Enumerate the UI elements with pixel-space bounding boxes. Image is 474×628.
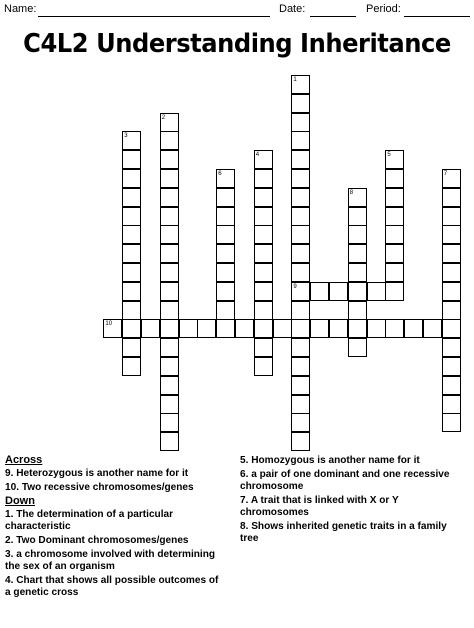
clue-number-3: 3 <box>124 133 128 140</box>
crossword-cell[interactable] <box>291 357 310 376</box>
crossword-cell[interactable] <box>216 319 235 338</box>
crossword-cell[interactable] <box>442 282 461 301</box>
crossword-cell[interactable] <box>160 207 179 226</box>
clue-number-5: 5 <box>387 152 391 159</box>
crossword-cell[interactable] <box>160 225 179 244</box>
crossword-cell[interactable] <box>442 263 461 282</box>
crossword-cell[interactable] <box>291 244 310 263</box>
crossword-cell[interactable] <box>122 319 141 338</box>
crossword-cell[interactable] <box>160 282 179 301</box>
crossword-cell[interactable] <box>291 169 310 188</box>
crossword-cell[interactable] <box>348 301 367 320</box>
crossword-cell[interactable] <box>442 395 461 414</box>
crossword-cell[interactable] <box>160 244 179 263</box>
crossword-cell[interactable] <box>329 319 348 338</box>
clue-number-1: 1 <box>293 77 297 83</box>
crossword-cell[interactable] <box>385 169 404 188</box>
across-clue-10: 10. Two recessive chromosomes/genes <box>5 481 194 493</box>
crossword-cell[interactable] <box>291 113 310 132</box>
crossword-cell[interactable] <box>122 244 141 263</box>
period-label: Period: <box>366 3 401 15</box>
crossword-cell[interactable] <box>348 338 367 357</box>
crossword-cell[interactable] <box>254 207 273 226</box>
crossword-cell[interactable] <box>348 282 367 301</box>
crossword-cell[interactable] <box>216 301 235 320</box>
crossword-cell[interactable] <box>160 432 179 451</box>
clue-number-9: 9 <box>293 283 297 290</box>
name-label: Name: <box>4 3 37 15</box>
crossword-cell[interactable] <box>442 301 461 320</box>
clue-number-7: 7 <box>443 171 448 177</box>
page-title: C4L2 Understanding Inheritance <box>23 29 451 59</box>
crossword-cell[interactable] <box>348 225 367 244</box>
crossword-cell[interactable] <box>385 244 404 263</box>
crossword-cell[interactable] <box>216 263 235 282</box>
down-clue-2: 2. Two Dominant chromosomes/genes <box>5 534 189 546</box>
crossword-cell[interactable] <box>348 319 367 338</box>
crossword-cell[interactable] <box>122 150 141 169</box>
crossword-cell[interactable] <box>179 319 198 338</box>
crossword-cell[interactable] <box>254 282 273 301</box>
crossword-cell[interactable] <box>254 263 273 282</box>
clue-number-6: 6 <box>218 171 222 177</box>
crossword-cell[interactable] <box>291 395 310 414</box>
crossword-cell[interactable] <box>442 207 461 226</box>
crossword-cell[interactable] <box>348 207 367 226</box>
crossword-cell[interactable] <box>141 319 160 338</box>
crossword-cell[interactable] <box>122 225 141 244</box>
crossword-cell[interactable] <box>291 131 310 150</box>
crossword-cell[interactable] <box>160 301 179 320</box>
crossword-cell[interactable] <box>442 188 461 207</box>
crossword-cell[interactable] <box>216 225 235 244</box>
crossword-cell[interactable] <box>216 244 235 263</box>
clues-left-column <box>5 454 235 600</box>
down-clue-5: 5. Homozygous is another name for it <box>240 454 420 466</box>
down-clue-1: 1. The determination of a particular characteristic <box>5 508 174 532</box>
down-clue-3: 3. a chromosome involved with determining the sex of an organism <box>5 548 216 572</box>
crossword-cell[interactable] <box>442 319 461 338</box>
across-heading: Across <box>5 454 43 466</box>
crossword-cell[interactable] <box>385 188 404 207</box>
crossword-cell[interactable] <box>442 376 461 395</box>
crossword-cell[interactable] <box>160 395 179 414</box>
crossword-cell[interactable] <box>160 169 179 188</box>
across-clue-9: 9. Heterozygous is another name for it <box>5 467 189 479</box>
down-clue-6: 6. a pair of one dominant and one recessive chromosome <box>240 468 450 492</box>
crossword-cell[interactable] <box>122 357 141 376</box>
crossword-cell[interactable] <box>442 413 461 432</box>
crossword-cell[interactable] <box>367 319 386 338</box>
crossword-cell[interactable] <box>291 225 310 244</box>
crossword-cell[interactable] <box>385 263 404 282</box>
crossword-cell[interactable] <box>254 357 273 376</box>
crossword-cell[interactable] <box>367 282 386 301</box>
down-clue-4: 4. Chart that shows all possible outcomes of a genetic cross <box>5 574 219 598</box>
crossword-cell[interactable] <box>348 244 367 263</box>
crossword-cell[interactable] <box>254 225 273 244</box>
crossword-cell[interactable] <box>291 150 310 169</box>
crossword-cell[interactable] <box>216 207 235 226</box>
crossword-cell[interactable] <box>160 338 179 357</box>
crossword-cell[interactable] <box>291 319 310 338</box>
crossword-cell[interactable] <box>160 131 179 150</box>
crossword-cell[interactable] <box>385 207 404 226</box>
crossword-cell[interactable] <box>291 263 310 282</box>
crossword-cell[interactable] <box>254 169 273 188</box>
crossword-cell[interactable] <box>273 319 292 338</box>
crossword-cell[interactable] <box>122 263 141 282</box>
clue-number-4: 4 <box>255 152 260 159</box>
crossword-cell[interactable] <box>404 319 423 338</box>
crossword-cell[interactable] <box>122 207 141 226</box>
crossword-cell[interactable] <box>160 188 179 207</box>
crossword-cell[interactable] <box>291 188 310 207</box>
crossword-cell[interactable] <box>122 188 141 207</box>
crossword-cell[interactable] <box>216 188 235 207</box>
crossword-cell[interactable] <box>216 282 235 301</box>
crossword-cell[interactable] <box>254 319 273 338</box>
crossword-cell[interactable] <box>310 319 329 338</box>
crossword-cell[interactable] <box>160 413 179 432</box>
clues-right-column <box>240 454 470 546</box>
crossword-cell[interactable] <box>291 413 310 432</box>
crossword-cell[interactable] <box>291 432 310 451</box>
crossword-cell[interactable] <box>160 150 179 169</box>
crossword-cell[interactable] <box>254 338 273 357</box>
clue-number-8: 8 <box>349 189 354 196</box>
crossword-cell[interactable] <box>442 338 461 357</box>
crossword-cell[interactable] <box>291 376 310 395</box>
clue-number-2: 2 <box>161 114 166 121</box>
crossword-cell[interactable] <box>160 376 179 395</box>
crossword-cell[interactable] <box>385 319 404 338</box>
crossword-cell[interactable] <box>423 319 442 338</box>
crossword-cell[interactable] <box>122 338 141 357</box>
down-clue-8: 8. Shows inherited genetic traits in a family tree <box>240 520 447 544</box>
crossword-cell[interactable] <box>442 357 461 376</box>
crossword-cell[interactable] <box>291 301 310 320</box>
crossword-cell[interactable] <box>122 301 141 320</box>
crossword-cell[interactable] <box>442 244 461 263</box>
crossword-cell[interactable] <box>254 188 273 207</box>
crossword-cell[interactable] <box>442 225 461 244</box>
crossword-cell[interactable] <box>291 207 310 226</box>
crossword-cell[interactable] <box>329 282 348 301</box>
crossword-cell[interactable] <box>254 301 273 320</box>
crossword-cell[interactable] <box>385 282 404 301</box>
clue-number-10: 10 <box>105 321 113 328</box>
crossword-cell[interactable] <box>291 338 310 357</box>
crossword-cell[interactable] <box>197 319 216 338</box>
crossword-cell[interactable] <box>122 169 141 188</box>
date-label: Date: <box>279 3 306 15</box>
crossword-cell[interactable] <box>385 225 404 244</box>
crossword-cell[interactable] <box>122 282 141 301</box>
crossword-cell[interactable] <box>160 319 179 338</box>
crossword-cell[interactable] <box>160 263 179 282</box>
crossword-cell[interactable] <box>160 357 179 376</box>
crossword-cell[interactable] <box>291 94 310 113</box>
down-clue-7: 7. A trait that is linked with X or Y chromosomes <box>240 494 399 518</box>
crossword-cell[interactable] <box>254 244 273 263</box>
crossword-cell[interactable] <box>348 263 367 282</box>
down-heading: Down <box>5 495 35 507</box>
crossword-cell[interactable] <box>235 319 254 338</box>
crossword-cell[interactable] <box>310 282 329 301</box>
